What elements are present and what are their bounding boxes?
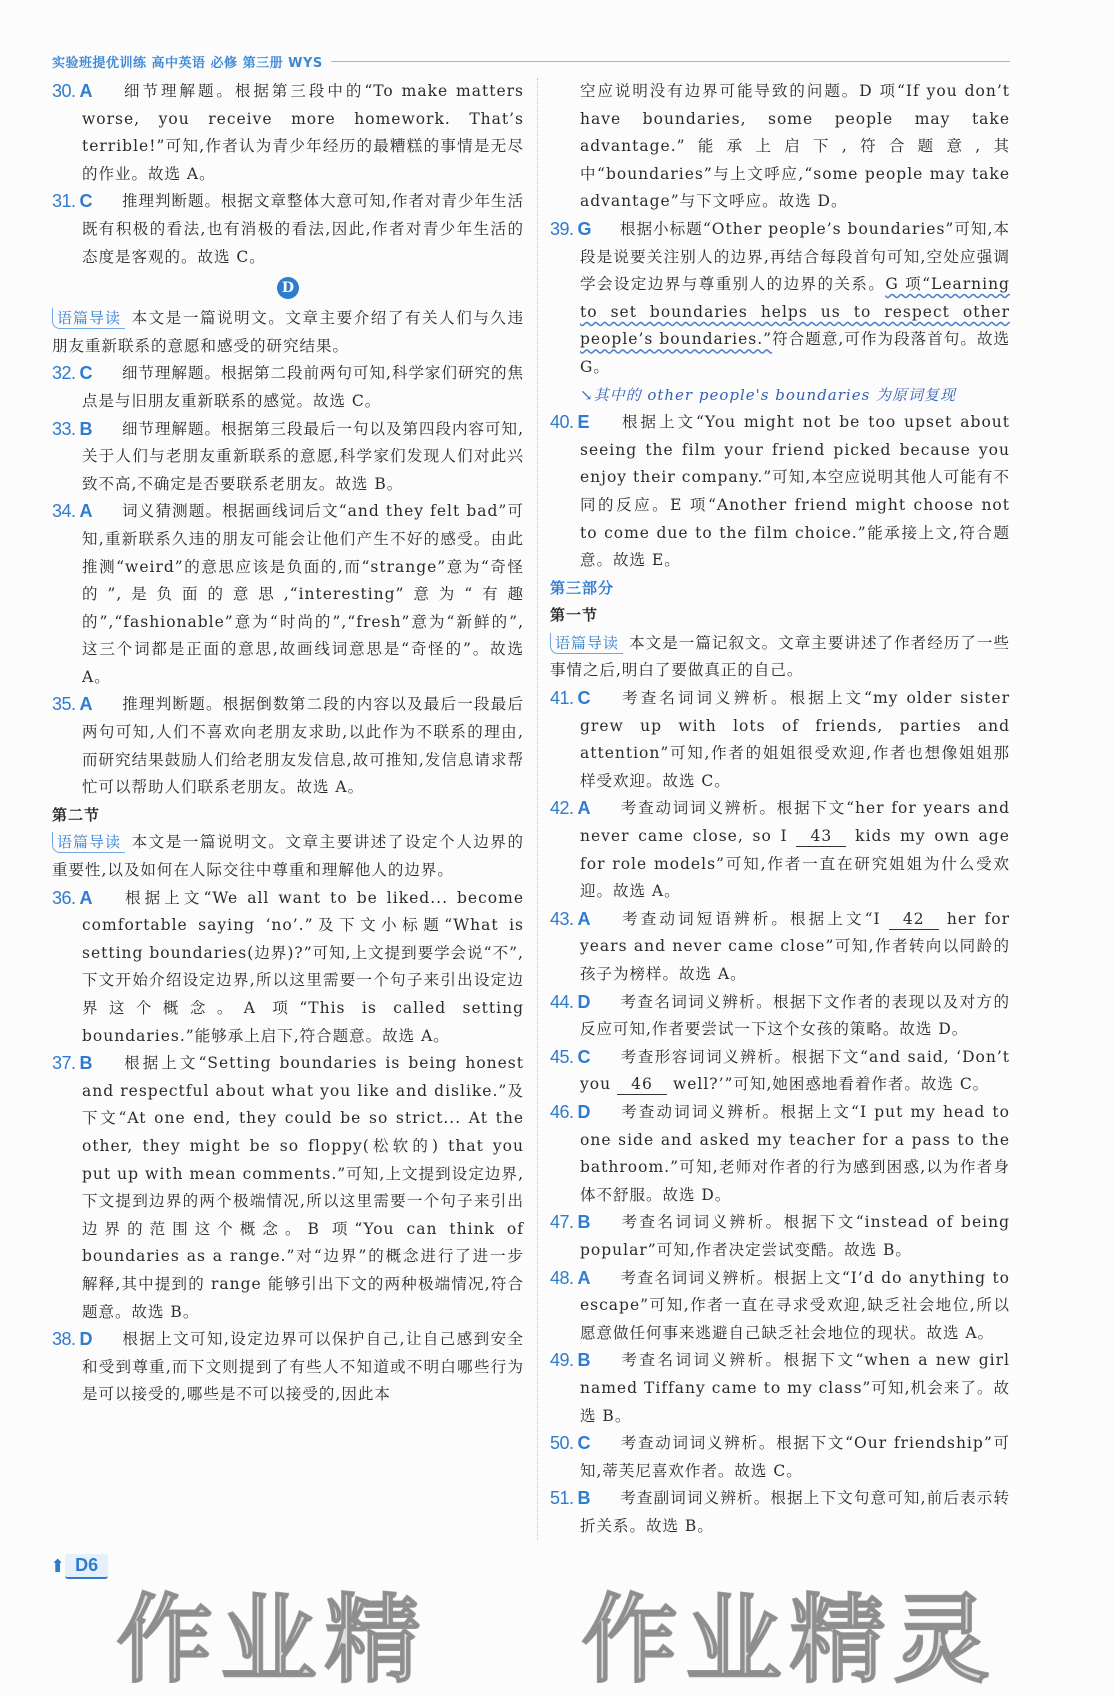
question-number: 37. B: [52, 1053, 93, 1074]
underlined-option: G 项“Learning to set boundaries helps us to respect other people’s boundaries.”: [580, 275, 1010, 349]
answer-entry: [550, 989, 1010, 1044]
columns: [0, 78, 1114, 1540]
answer-letter: E: [577, 412, 590, 433]
blank-number: 42: [889, 909, 939, 930]
answer-entry: [550, 1265, 1010, 1348]
explanation-text: 考查动词短语辨析。根据上文“I 42 her for years and never came close”可知,作者转向以同龄的孩子为榜样。故选 A。: [580, 909, 1010, 983]
question-number: 47. B: [550, 1212, 591, 1233]
section-heading: 第三部分: [550, 578, 615, 597]
explanation-text: 考查名词词义辨析。根据上文“I’d do anything to escape”可知,作者一直在寻求受欢迎,缺乏社会地位,所以愿意做任何事来逃避自己缺乏社会地位的现状。故选 A。: [580, 1268, 1010, 1342]
answer-letter: A: [79, 887, 93, 908]
question-number: 42. A: [550, 798, 591, 819]
answer-letter: A: [577, 908, 591, 929]
answer-entry: [52, 885, 524, 1051]
guide-tag: 语篇导读: [52, 832, 125, 853]
question-number: 41. C: [550, 688, 591, 709]
passage-guide: [52, 829, 524, 884]
watermark-top: 作业精: [116, 1584, 429, 1696]
question-number: 45. C: [550, 1046, 591, 1067]
question-number: 48. A: [550, 1267, 591, 1288]
question-number: 44. D: [550, 991, 591, 1012]
explanation-text: 词义猜测题。根据画线词后文“and they felt bad”可知,重新联系久违的朋友可能会让他们产生不好的感受。由此推测“weird”的意思应该是负面的,而“strange”意为“奇怪的”,是负面的意思,“interesting”意为“有趣的”,“fashionable”意为“时尚的”,“fresh”意为“新鲜的”,这三个词都是正面的意思,故画线词意思是“奇怪的”。故选 A。: [82, 502, 524, 686]
explanation-text: 考查动词词义辨析。根据下文“her for years and never came close, so I 43 kids my own age for role models”可知,作者一直在研究姐姐为什么受欢迎。故选 A。: [580, 799, 1010, 901]
answer-entry: [52, 416, 524, 499]
explanation-continued: 空应说明没有边界可能导致的问题。D 项“If you don’t have boundaries, some people may take advantage.”能承上启下,符合题意,其中“boundaries”与上文呼应,“some people may take advantage”与下文呼应。故选 D。: [580, 82, 1010, 211]
question-number: 39. G: [550, 218, 592, 239]
explanation-text: 根据上文“We all want to be liked... become comfortable saying ‘no’.”及下文小标题“What is setting boundaries(边界)?”可知,上文提到要学会说“不”,下文开始介绍设定边界,所以这里需要一个句子来引出设定边界这个概念。A 项“This is called setting boundaries.”能够承上启下,符合题意。故选 A。: [82, 888, 524, 1045]
answer-entry: [550, 1430, 1010, 1485]
question-number: 33. B: [52, 418, 93, 439]
answer-entry: [550, 216, 1010, 382]
explanation-text: 推理判断题。根据文章整体大意可知,作者对青少年生活既有积极的看法,也有消极的看法,因此,作者对青少年生活的态度是客观的。故选 C。: [82, 192, 524, 266]
question-number: 43. A: [550, 908, 591, 929]
blank-number: 43: [796, 826, 846, 847]
explanation-text: 根据上文“Setting boundaries is being honest and respectful about what you like and dislike.”及下文“At one end, they could be so strict... At the other, they might be so floppy(松软的) that you put up with mean comments.”可知,上文提到设定边界,下文提到边界的两个极端情况,所以这里需要一个句子来引出边界的范围这个概念。B 项“You can think of boundaries as a range.”对“边界”的概念进行了进一步解释,其中提到的 range 能够引出下文的两种极端情况,符合题意。故选 B。: [82, 1054, 524, 1321]
explanation-text: 推理判断题。根据倒数第二段的内容以及最后一段最后两句可知,人们不喜欢向老朋友求助,以此作为不联系的理由,而研究结果鼓励人们给老朋友发信息,故可推知,发信息请求帮忙可以帮助人们联系老朋友。故选 A。: [82, 695, 524, 797]
section-heading: 第二节: [52, 805, 101, 824]
explanation-text: 根据上文可知,设定边界可以保护自己,让自己感到安全和受到尊重,而下文则提到了有些人不知道或不明白哪些行为是可以接受的,哪些是不可以接受的,因此本: [82, 1330, 524, 1404]
answer-letter: C: [79, 191, 93, 212]
answer-entry: [52, 1050, 524, 1326]
page-footer: [50, 1554, 1114, 1579]
answer-letter: C: [577, 1433, 591, 1454]
explanation-text: 考查名词词义辨析。根据下文作者的表现以及对方的反应可知,作者要尝试一下这个女孩的策略。故选 D。: [580, 992, 1010, 1039]
header-rule: [331, 61, 1010, 62]
passage-guide: [52, 305, 524, 360]
answer-letter: D: [577, 991, 591, 1012]
running-header: [52, 52, 1010, 71]
explanation-text: 细节理解题。根据第三段中的“To make matters worse, you receive more homework. That’s terrible!”可知,作者认为青少年经历的最糟糕的事情是无尽的作业。故选 A。: [82, 82, 524, 183]
answer-entry: [550, 906, 1010, 989]
question-number: 46. D: [550, 1101, 591, 1122]
answer-entry: [52, 1326, 524, 1409]
answer-entry: [550, 409, 1010, 575]
book-title: 实验班提优训练 高中英语 必修 第三册 WYS: [52, 56, 323, 71]
question-number: 31. C: [52, 191, 93, 212]
answer-letter: A: [577, 798, 591, 819]
answer-entry: [550, 685, 1010, 795]
answer-letter: C: [577, 688, 591, 709]
question-number: 36. A: [52, 887, 93, 908]
answer-entry: [550, 795, 1010, 905]
question-number: 50. C: [550, 1433, 591, 1454]
page-number: D6: [65, 1554, 108, 1579]
question-number: 34. A: [52, 501, 93, 522]
answer-entry: [550, 1044, 1010, 1099]
answer-letter: D: [577, 1101, 591, 1122]
answer-entry: [52, 360, 524, 415]
guide-text: 本文是一篇说明文。文章主要讲述了设定个人边界的重要性,以及如何在人际交往中尊重和理解他人的边界。: [52, 833, 524, 880]
answer-letter: C: [79, 363, 93, 384]
answer-entry: [52, 188, 524, 271]
answer-letter: D: [79, 1329, 93, 1350]
explanation-text: 考查形容词词义辨析。根据下文“and said, ‘Don’t you 46 well?’”可知,她困惑地看着作者。故选 C。: [580, 1047, 1010, 1094]
explanation-text: 细节理解题。根据第二段前两句可知,科学家们研究的焦点是与旧朋友重新联系的感觉。故选 C。: [82, 364, 524, 410]
answer-letter: A: [577, 1267, 591, 1288]
answer-entry: [550, 1485, 1010, 1540]
answer-entry: [550, 1209, 1010, 1264]
explanation-text: 细节理解题。根据第三段最后一句以及第四段内容可知,关于人们与老朋友重新联系的意愿,科学家们发现人们对此兴致不高,不确定是否要联系老朋友。故选 B。: [82, 419, 524, 493]
right-column: [537, 78, 1010, 1540]
blank-number: 46: [617, 1074, 667, 1095]
question-number: 49. B: [550, 1350, 591, 1371]
handwritten-note: ↘其中的 other people's boundaries 为原词复现: [580, 385, 957, 404]
explanation-text: 考查副词词义辨析。根据上下文句意可知,前后表示转折关系。故选 B。: [580, 1489, 1010, 1535]
question-number: 30. A: [52, 81, 93, 101]
answer-entry: [52, 498, 524, 691]
guide-tag: 语篇导读: [52, 308, 125, 329]
answer-entry: [550, 1347, 1010, 1430]
passage-label-badge: D: [277, 277, 299, 299]
answer-letter: B: [577, 1212, 591, 1233]
guide-tag: 语篇导读: [550, 633, 623, 654]
explanation-text: 根据上文“You might not be too upset about seeing the film your friend picked because you enjoy their company.”可知,本空应说明其他人可能有不同的反应。E 项“Another friend might choose not to come due to the film choice.”能承接上文,符合题意。故选 E。: [580, 413, 1010, 570]
guide-text: 本文是一篇记叙文。文章主要讲述了作者经历了一些事情之后,明白了要做真正的自己。: [550, 633, 1010, 680]
explanation-text: 考查名词词义辨析。根据下文“when a new girl named Tiffany came to my class”可知,机会来了。故选 B。: [580, 1351, 1010, 1425]
section-heading: 第一节: [550, 606, 599, 625]
answer-entry: [52, 78, 524, 188]
watermark-bottom: 作业精灵: [581, 1584, 998, 1696]
watermark-row: [40, 1585, 1074, 1695]
answer-letter: A: [79, 81, 93, 101]
arrow-up-icon: ⬆: [50, 1556, 66, 1578]
guide-text: 本文是一篇说明文。文章主要介绍了有关人们与久违朋友重新联系的意愿和感受的研究结果。: [52, 309, 524, 355]
answer-letter: B: [577, 1350, 591, 1371]
answer-letter: A: [79, 694, 93, 715]
answer-letter: B: [79, 1053, 93, 1074]
explanation-text: 考查动词词义辨析。根据上文“I put my head to one side and asked my teacher for a pass to the bathroom.”可知,老师对作者的行为感到困惑,以为作者身体不舒服。故选 D。: [580, 1102, 1010, 1204]
answer-letter: B: [79, 418, 93, 439]
question-number: 32. C: [52, 363, 93, 384]
explanation-text: 考查动词词义辨析。根据下文“Our friendship”可知,蒂芙尼喜欢作者。故选 C。: [580, 1434, 1010, 1480]
question-number: 38. D: [52, 1329, 93, 1350]
left-column: [52, 78, 524, 1409]
answer-letter: G: [577, 218, 592, 239]
answer-entry: [52, 691, 524, 801]
answer-entry: [550, 1099, 1010, 1209]
answer-letter: A: [79, 501, 93, 522]
answer-letter: B: [577, 1488, 591, 1509]
passage-guide: [550, 630, 1010, 685]
explanation-text: 根据小标题“Other people’s boundaries”可知,本段是说要关注别人的边界,再结合每段首句可知,空处应强调学会设定边界与尊重别人的边界的关系。G 项“Learning to set boundaries helps us to respect other people’s boundaries.”符合题意,可作为段落首句。故选 G。: [580, 219, 1011, 376]
explanation-text: 考查名词词义辨析。根据上文“my older sister grew up with lots of friends, parties and attention”可知,作者的姐姐很受欢迎,作者也想像姐姐那样受欢迎。故选 C。: [580, 689, 1010, 790]
answer-letter: C: [577, 1046, 591, 1067]
question-number: 35. A: [52, 694, 93, 715]
question-number: 51. B: [550, 1488, 591, 1509]
explanation-text: 考查名词词义辨析。根据下文“instead of being popular”可知,作者决定尝试变酷。故选 B。: [580, 1213, 1010, 1259]
question-number: 40. E: [550, 412, 590, 433]
